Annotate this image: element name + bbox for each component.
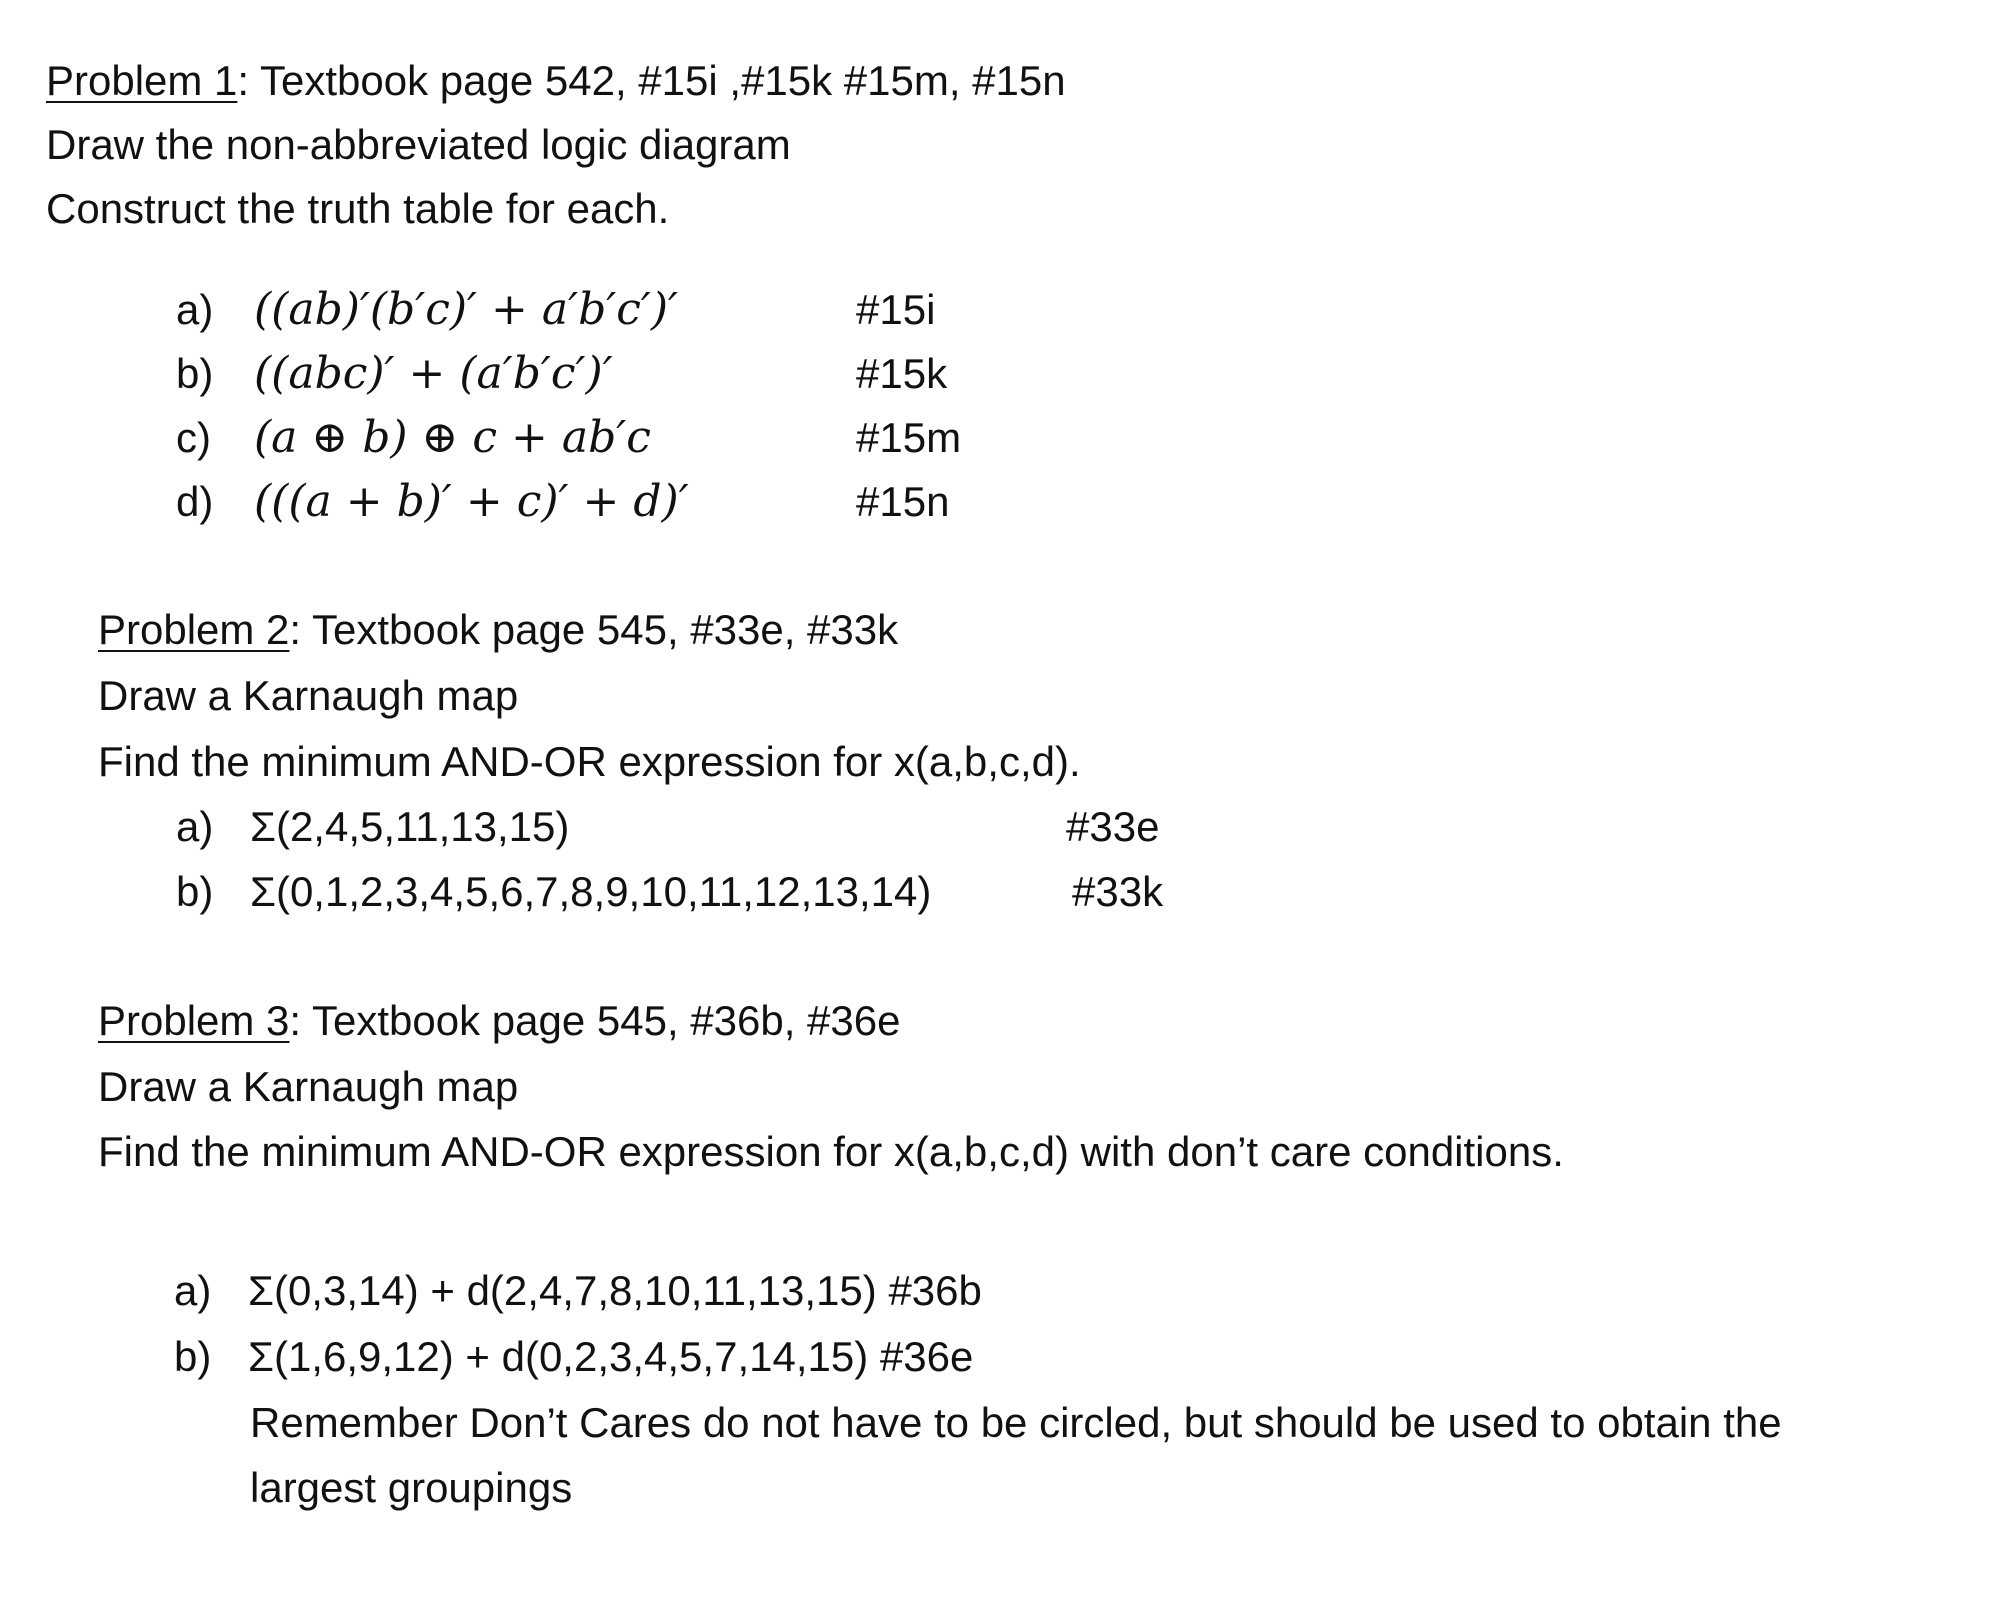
p2-item-a-tag: #33e — [1066, 803, 1160, 850]
p1-item-c-label: c) — [176, 414, 211, 461]
p2-item-b-expr: Σ(0,1,2,3,4,5,6,7,8,9,10,11,12,13,14) — [250, 868, 932, 915]
problem-3-title: Problem 3 — [98, 997, 290, 1044]
p3-note-line-1: Remember Don’t Cares do not have to be circled, but should be used to obtain the — [250, 1399, 1782, 1446]
problem-1-heading — [46, 56, 1066, 106]
problem-3-ref: : Textbook page 545, #36b, #36e — [289, 997, 901, 1044]
p1-item-a-label: a) — [176, 286, 214, 333]
problem-1-instruction-1: Draw the non-abbreviated logic diagram — [46, 121, 791, 168]
p1-item-b-label: b) — [176, 350, 214, 397]
p1-item-d-tag: #15n — [856, 478, 950, 525]
p2-item-b-label: b) — [176, 868, 214, 915]
p1-item-b-expr: ((abc)′ + (a′b′c′)′ — [254, 348, 613, 399]
p2-item-b-tag: #33k — [1072, 868, 1164, 915]
problem-2-ref: : Textbook page 545, #33e, #33k — [289, 606, 899, 653]
p3-item-a-expr: Σ(0,3,14) + d(2,4,7,8,10,11,13,15) #36b — [248, 1267, 982, 1314]
problem-2-instruction-1: Draw a Karnaugh map — [98, 672, 519, 719]
p1-item-a-expr: ((ab)′(b′c)′ + a′b′c′)′ — [254, 284, 679, 335]
p3-item-a-label: a) — [174, 1267, 212, 1314]
problem-2-heading — [98, 605, 898, 655]
problem-1-instruction-2: Construct the truth table for each. — [46, 185, 670, 232]
problem-3-instruction-1: Draw a Karnaugh map — [98, 1063, 519, 1110]
p2-item-a-expr: Σ(2,4,5,11,13,15) — [250, 803, 570, 850]
p1-item-b-tag: #15k — [856, 350, 948, 397]
problem-3-heading — [98, 996, 901, 1046]
p3-item-b-label: b) — [174, 1333, 212, 1380]
p3-item-b-expr: Σ(1,6,9,12) + d(0,2,3,4,5,7,14,15) #36e — [248, 1333, 974, 1380]
p3-note-line-2: largest groupings — [250, 1464, 573, 1511]
p1-item-d-expr: (((a + b)′ + c)′ + d)′ — [254, 476, 689, 527]
p1-item-a-tag: #15i — [856, 286, 936, 333]
problem-1-title: Problem 1 — [46, 57, 238, 104]
p1-item-c-expr: (a ⊕ b) ⊕ c + ab′c — [254, 412, 651, 463]
p2-item-a-label: a) — [176, 803, 214, 850]
problem-1-ref: : Textbook page 542, #15i ,#15k #15m, #15n — [237, 57, 1066, 104]
p1-item-d-label: d) — [176, 478, 214, 525]
problem-2-instruction-2: Find the minimum AND-OR expression for x(a,b,c,d). — [98, 738, 1081, 785]
p1-item-c-tag: #15m — [856, 414, 962, 461]
problem-2-title: Problem 2 — [98, 606, 290, 653]
problem-3-instruction-2: Find the minimum AND-OR expression for x(a,b,c,d) with don’t care conditions. — [98, 1128, 1564, 1175]
